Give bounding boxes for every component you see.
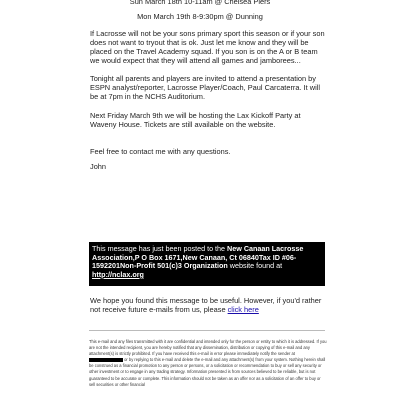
unsubscribe-text: We hope you found this message to be useful. However, if you'd rather not receive future e-mails from us, please xyxy=(90,296,322,314)
divider xyxy=(89,330,325,331)
nclax-link[interactable]: http://nclax.org xyxy=(92,269,144,279)
paragraph-contact: Feel free to contact me with any questions. xyxy=(90,147,231,156)
paragraph-tryout: If Lacrosse will not be your sons primary sport this season or if your son does not want to tryout that is ok. Just let me know and they will be placed on the Travel Academy squad. If you son is on the A or B team we would expect that they will attend all games and jamborees... xyxy=(90,29,325,65)
paragraph-kickoff-party: Next Friday March 9th we will be hosting the Lax Kickoff Party at Waveny House. Tickets are still available on the website. xyxy=(90,111,301,129)
unsubscribe-note xyxy=(90,296,326,314)
signature: John xyxy=(90,162,107,171)
legal-disclaimer xyxy=(89,339,327,388)
disclaimer-part-1: This e-mail and any files transmitted with it are confidential and intended only for the person or entity to which it is addressed. If you are not the intended recipient, you are hereby notified that any dissemination, distribution or copying of this e-mail and any attachment(s) is strictly prohibited. If you have received this e-mail in error please immediately notify the sender at xyxy=(89,339,327,357)
schedule-line-sunday: Sun March 18th 10-11am @ Chelsea Piers xyxy=(129,0,271,6)
redacted-email xyxy=(89,358,123,363)
schedule-line-monday: Mon March 19th 8-9:30pm @ Dunning xyxy=(137,12,263,21)
notice-middle: website found at xyxy=(227,261,283,271)
notice-prefix: This message has just been posted to the xyxy=(92,244,228,253)
disclaimer-part-2: or by replying to this e-mail and delete the e-mail and any attachment(s) from your system. Nothing herein shall be construed as a financial promotion to any person or persons, or a solicitation or recommendation to buy or sell any security or other investment or to engage in any trading strategy. Information presented is from sources believed to be reliable, but is not guaranteed to be accurate or complete. This information should not be taken as an offer nor as a solicitation of an offer to buy or sell securities or other financial xyxy=(89,357,326,387)
organization-name: New Canaan Lacrosse Association,P O Box 1671,New Canaan, Ct 06840Tax ID #06-1592201Non-Profit 501(c)3 Organization xyxy=(92,244,304,271)
click-here-link[interactable]: click here xyxy=(227,305,259,314)
paragraph-presentation: Tonight all parents and players are invited to attend a presentation by ESPN analyst/reporter, Lacrosse Player/Coach, Paul Carcaterra. It will be at 7pm in the NCHS Auditorium. xyxy=(90,74,321,101)
posting-notice xyxy=(89,242,325,286)
